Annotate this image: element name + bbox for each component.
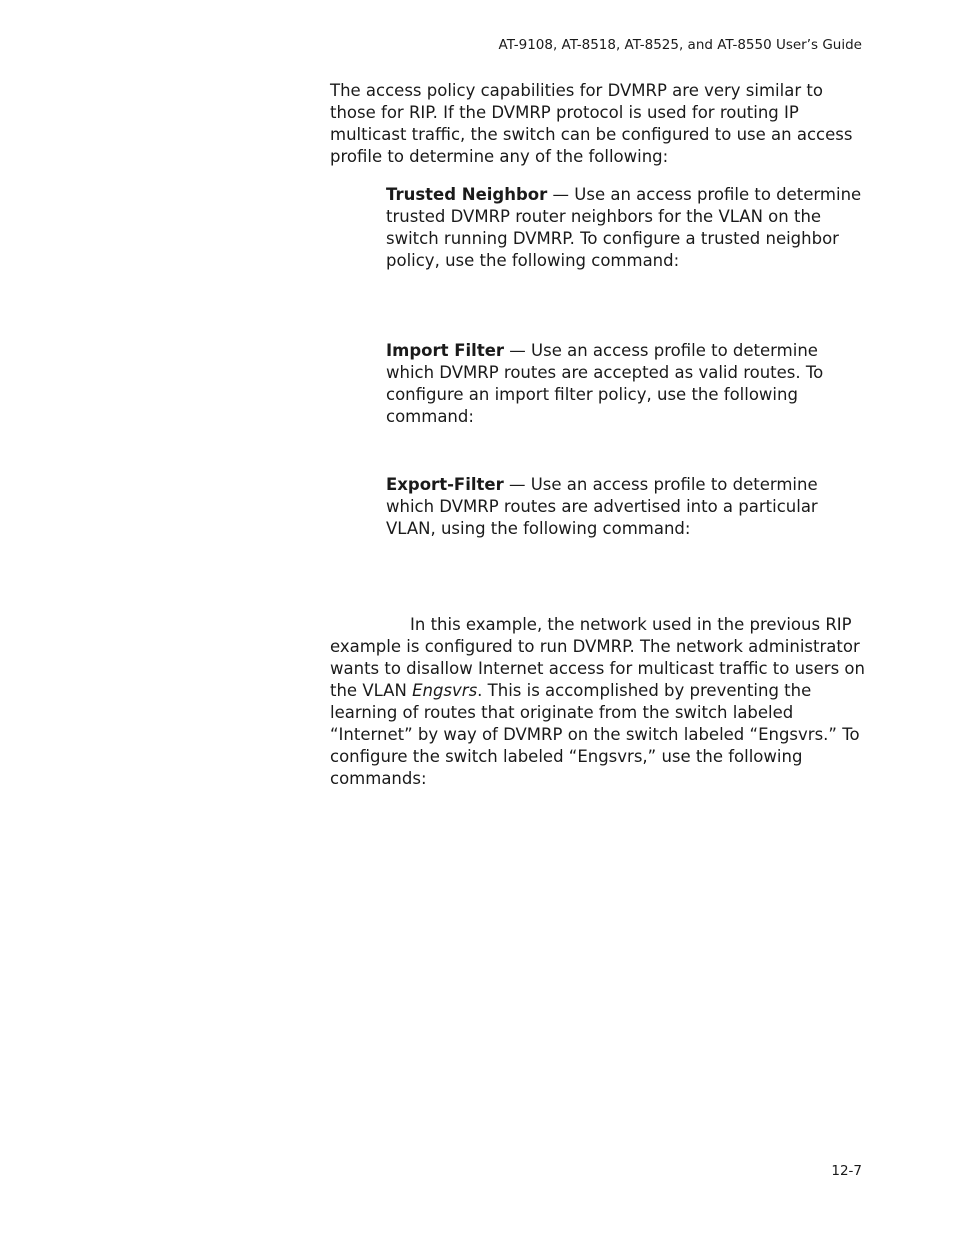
example-vlan-name: Engsvrs [412, 681, 478, 700]
trusted-neighbor-description: — Use an access profile to determine trusted DVMRP router neighbors for the VLAN on the switch running DVMRP. To configure a trusted neighbor policy, use the following command: [386, 185, 862, 270]
example-text-after: . This is accomplished by preventing the learning of routes that originate from the switch labeled “Internet” by way of DVMRP on the switch labeled “Engsvrs.” To configure the switch labeled “Engsvrs,” use the following commands: [330, 681, 860, 788]
trusted-neighbor-item [386, 184, 866, 272]
export-filter-term: Export-Filter [386, 475, 504, 494]
example-text-before: In this example, the network used in the previous RIP example is configured to run DVMRP. The network administrator wants to disallow Internet access for multicast traffic to users on the VLAN [330, 615, 865, 700]
running-header: AT-9108, AT-8518, AT-8525, and AT-8550 User’s Guide [498, 37, 862, 53]
import-filter-item [386, 340, 866, 428]
import-filter-term: Import Filter [386, 341, 505, 360]
page-number: 12-7 [831, 1163, 862, 1179]
export-filter-description: — Use an access profile to determine which DVMRP routes are advertised into a particular VLAN, using the following command: [386, 475, 818, 538]
trusted-neighbor-term: Trusted Neighbor [386, 185, 548, 204]
import-filter-description: — Use an access profile to determine which DVMRP routes are accepted as valid routes. To configure an import filter policy, use the following command: [386, 341, 824, 426]
intro-paragraph: The access policy capabilities for DVMRP are very similar to those for RIP. If the DVMRP protocol is used for routing IP multicast traffic, the switch can be configured to use an access profile to determine any of the following: [330, 81, 853, 166]
export-filter-item [386, 474, 866, 540]
example-paragraph [330, 614, 866, 790]
